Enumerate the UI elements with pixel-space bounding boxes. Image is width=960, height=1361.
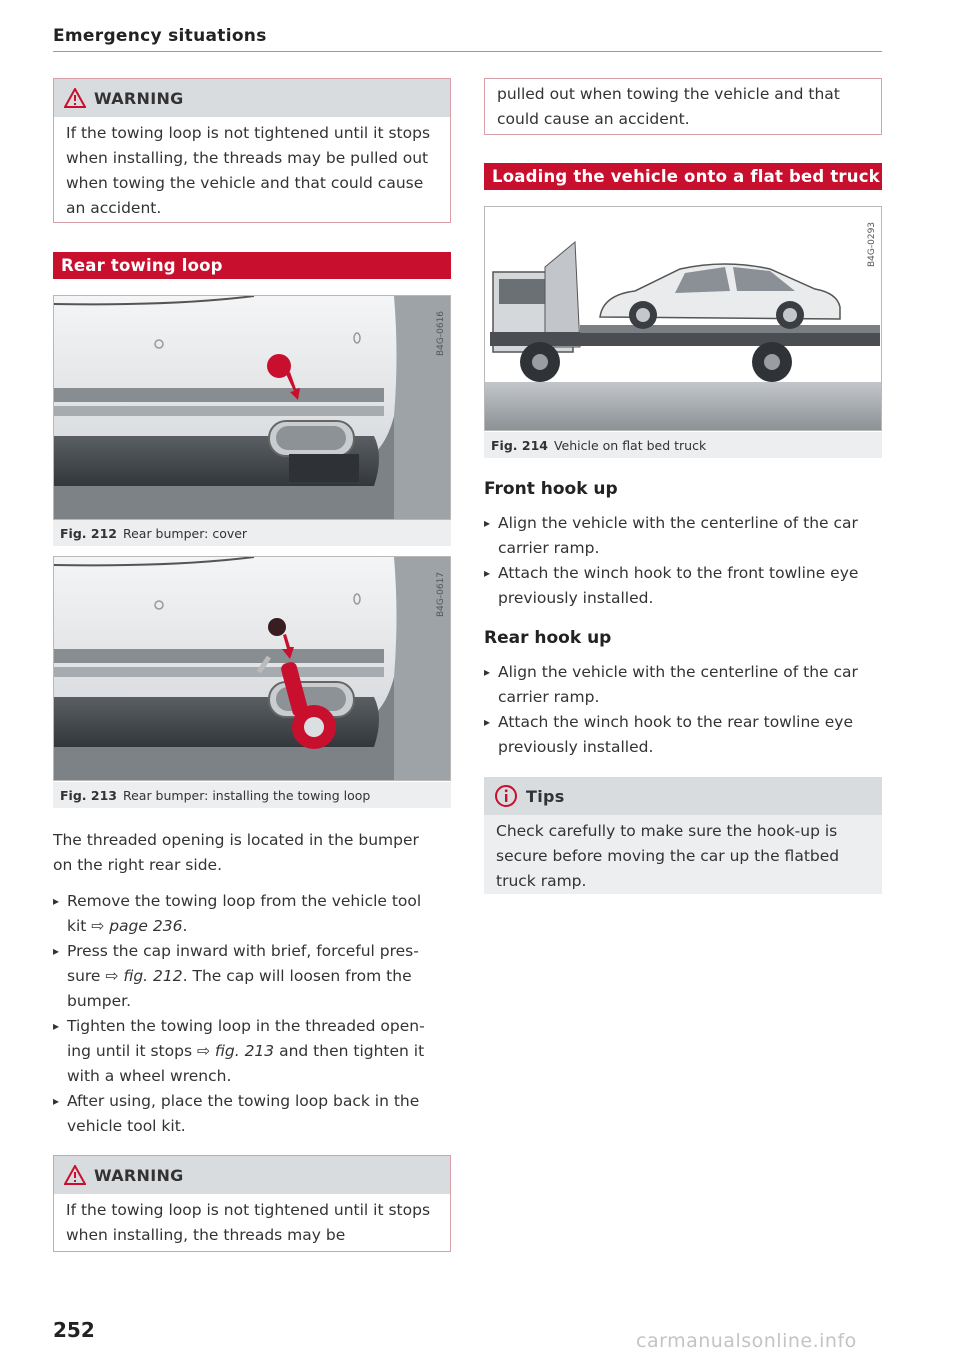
figure-number: Fig. 213 [60,787,117,803]
flatbed-truck-illustration [485,207,882,431]
figure-214-caption [484,432,882,458]
warning-label: WARNING [94,1165,184,1185]
rear-hook-steps [484,660,876,760]
figure-caption-text: Vehicle on flat bed truck [553,437,707,453]
tips-label: Tips [526,786,565,806]
section-title-flat-bed-truck [484,163,882,190]
warning-text: If the towing loop is not tightened until it stops when installing, the threads may be pulled out when towing the vehicle and that could cause an accident. [66,124,431,217]
info-circle-icon [494,784,518,808]
figure-reference-link[interactable]: ⇨ fig. 212 [105,967,183,985]
rear-towing-steps [53,889,443,1139]
warning-text: If the towing loop is not tightened until it stops when installing, the threads may be [66,1201,431,1244]
front-hook-up-heading: Front hook up [484,479,618,499]
front-hook-steps [484,511,876,611]
figure-number: Fig. 214 [491,437,548,453]
page-number: 252 [53,1318,95,1342]
section-title-text: Rear towing loop [61,256,223,275]
warning-text: pulled out when towing the vehicle and that could cause an accident. [497,85,840,128]
figure-code: B4G-0293 [867,221,877,267]
warning-header [54,1156,450,1194]
figure-213-installing-towing-loop [53,556,451,781]
step-item: ▸ Remove the towing loop from the vehicle tool kit ⇨ page 236. [53,889,443,939]
rear-hook-up-heading: Rear hook up [484,628,612,648]
step-item: ▸ Press the cap inward with brief, forceful pres-sure ⇨ fig. 212. The cap will loosen from the bumper. [53,939,443,1014]
towing-loop-illustration [54,557,451,781]
warning-box-continued [484,78,882,135]
figure-212-caption [53,520,451,546]
page-reference-link[interactable]: ⇨ page 236 [91,917,183,935]
figure-214-vehicle-on-flat-bed [484,206,882,431]
warning-triangle-icon [64,88,86,108]
tips-text: Check carefully to make sure the hook-up is secure before moving the car up the flatbed truck ramp. [496,822,840,890]
warning-label: WARNING [94,88,184,108]
figure-number: Fig. 212 [60,525,117,541]
figure-reference-link[interactable]: ⇨ fig. 213 [196,1042,275,1060]
section-title-rear-towing-loop [53,252,451,279]
step-item: ▸ Attach the winch hook to the front towline eye previously installed. [484,561,876,611]
figure-caption-text: Rear bumper: cover [122,525,248,541]
figure-code: B4G-0616 [436,310,446,356]
step-item: ▸ Align the vehicle with the centerline of the car carrier ramp. [484,660,876,710]
tips-header [484,777,882,815]
figure-212-rear-bumper-cover [53,295,451,520]
warning-box-bottom [53,1155,451,1252]
step-item: ▸ Tighten the towing loop in the threaded open-ing until it stops ⇨ fig. 213 and then tighten it with a wheel wrench. [53,1014,443,1089]
tips-box [484,777,882,894]
figure-code: B4G-0617 [436,571,446,617]
rear-bumper-illustration [54,296,451,520]
figure-caption-text: Rear bumper: installing the towing loop [122,787,371,803]
figure-213-caption [53,782,451,808]
step-item: ▸ Align the vehicle with the centerline of the car carrier ramp. [484,511,876,561]
warning-box-top [53,78,451,223]
warning-header [54,79,450,117]
warning-triangle-icon [64,1165,86,1185]
header-divider [53,51,882,52]
intro-paragraph: The threaded opening is located in the bumper on the right rear side. [53,831,419,874]
step-item: ▸ After using, place the towing loop back in the vehicle tool kit. [53,1089,443,1139]
page-header-title: Emergency situations [53,26,267,46]
step-item: ▸ Attach the winch hook to the rear towline eye previously installed. [484,710,876,760]
section-title-text: Loading the vehicle onto a flat bed truck [492,167,880,186]
watermark-text: carmanualsonline.info [636,1330,857,1352]
